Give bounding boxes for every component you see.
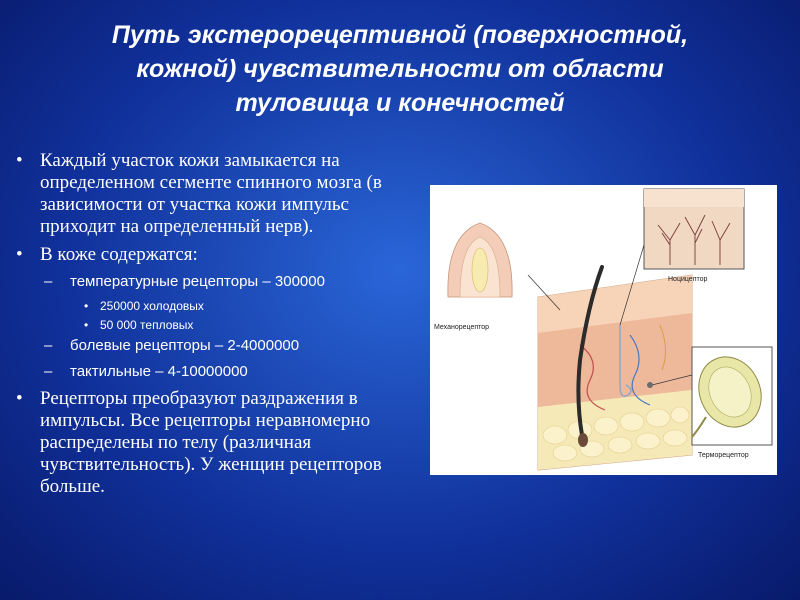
skin-diagram-svg xyxy=(430,185,777,475)
sub-text-tactile: тактильные – 4-10000000 xyxy=(70,363,248,380)
skin-receptors-illustration xyxy=(430,185,777,475)
meissner-corpuscle xyxy=(472,248,488,292)
subsub-text-cold: 250000 холодовых xyxy=(100,299,204,313)
bullet-marker: • xyxy=(16,244,23,265)
subsub-item-cold xyxy=(12,298,412,314)
thermoreceptor-marker xyxy=(647,382,653,388)
label-nociceptor: Ноцицептор xyxy=(668,276,708,283)
dash-marker: – xyxy=(44,273,53,290)
bullet-item-3 xyxy=(12,388,412,498)
bullet-item-1 xyxy=(12,150,412,238)
dash-marker: – xyxy=(44,337,53,354)
sub-text-pain: болевые рецепторы – 2-4000000 xyxy=(70,337,300,354)
title-line-3: туловища и конечностей xyxy=(235,89,565,117)
sub-item-temperature xyxy=(12,272,412,292)
sub-item-pain xyxy=(12,336,412,356)
bullet-text-1: Каждый участок кожи замыкается на определенном сегменте спинного мозга (в зависимости от участка кожи импульс приходит на определенный нерв). xyxy=(40,150,382,237)
nociceptor-inset-top xyxy=(644,189,744,207)
bullet-text-2: В коже содержатся: xyxy=(40,244,198,265)
hair-bulb xyxy=(578,433,588,447)
label-mechanoreceptor: Механорецептор xyxy=(434,324,490,331)
slide-title xyxy=(20,18,780,120)
label-thermoreceptor: Терморецептор xyxy=(698,452,749,459)
subsub-text-warm: 50 000 тепловых xyxy=(100,318,194,332)
sub-text-temperature: температурные рецепторы – 300000 xyxy=(70,273,325,290)
bullet-text-3: Рецепторы преобразуют раздражения в импульсы. Все рецепторы неравномерно распределены по телу (различная чувствительность). У женщин рецепторов больше. xyxy=(40,388,382,497)
dot-marker: • xyxy=(84,299,89,313)
dot-marker: • xyxy=(84,318,89,332)
dash-marker: – xyxy=(44,363,53,380)
title-line-2: кожной) чувствительности от области xyxy=(136,55,664,83)
bullet-marker: • xyxy=(16,150,23,171)
bullet-item-2 xyxy=(12,244,412,266)
bullet-marker: • xyxy=(16,388,23,409)
sub-item-tactile xyxy=(12,362,412,382)
title-line-1: Путь экстерорецептивной (поверхностной, xyxy=(111,21,689,49)
bullet-list xyxy=(12,150,412,504)
subsub-item-warm xyxy=(12,317,412,333)
